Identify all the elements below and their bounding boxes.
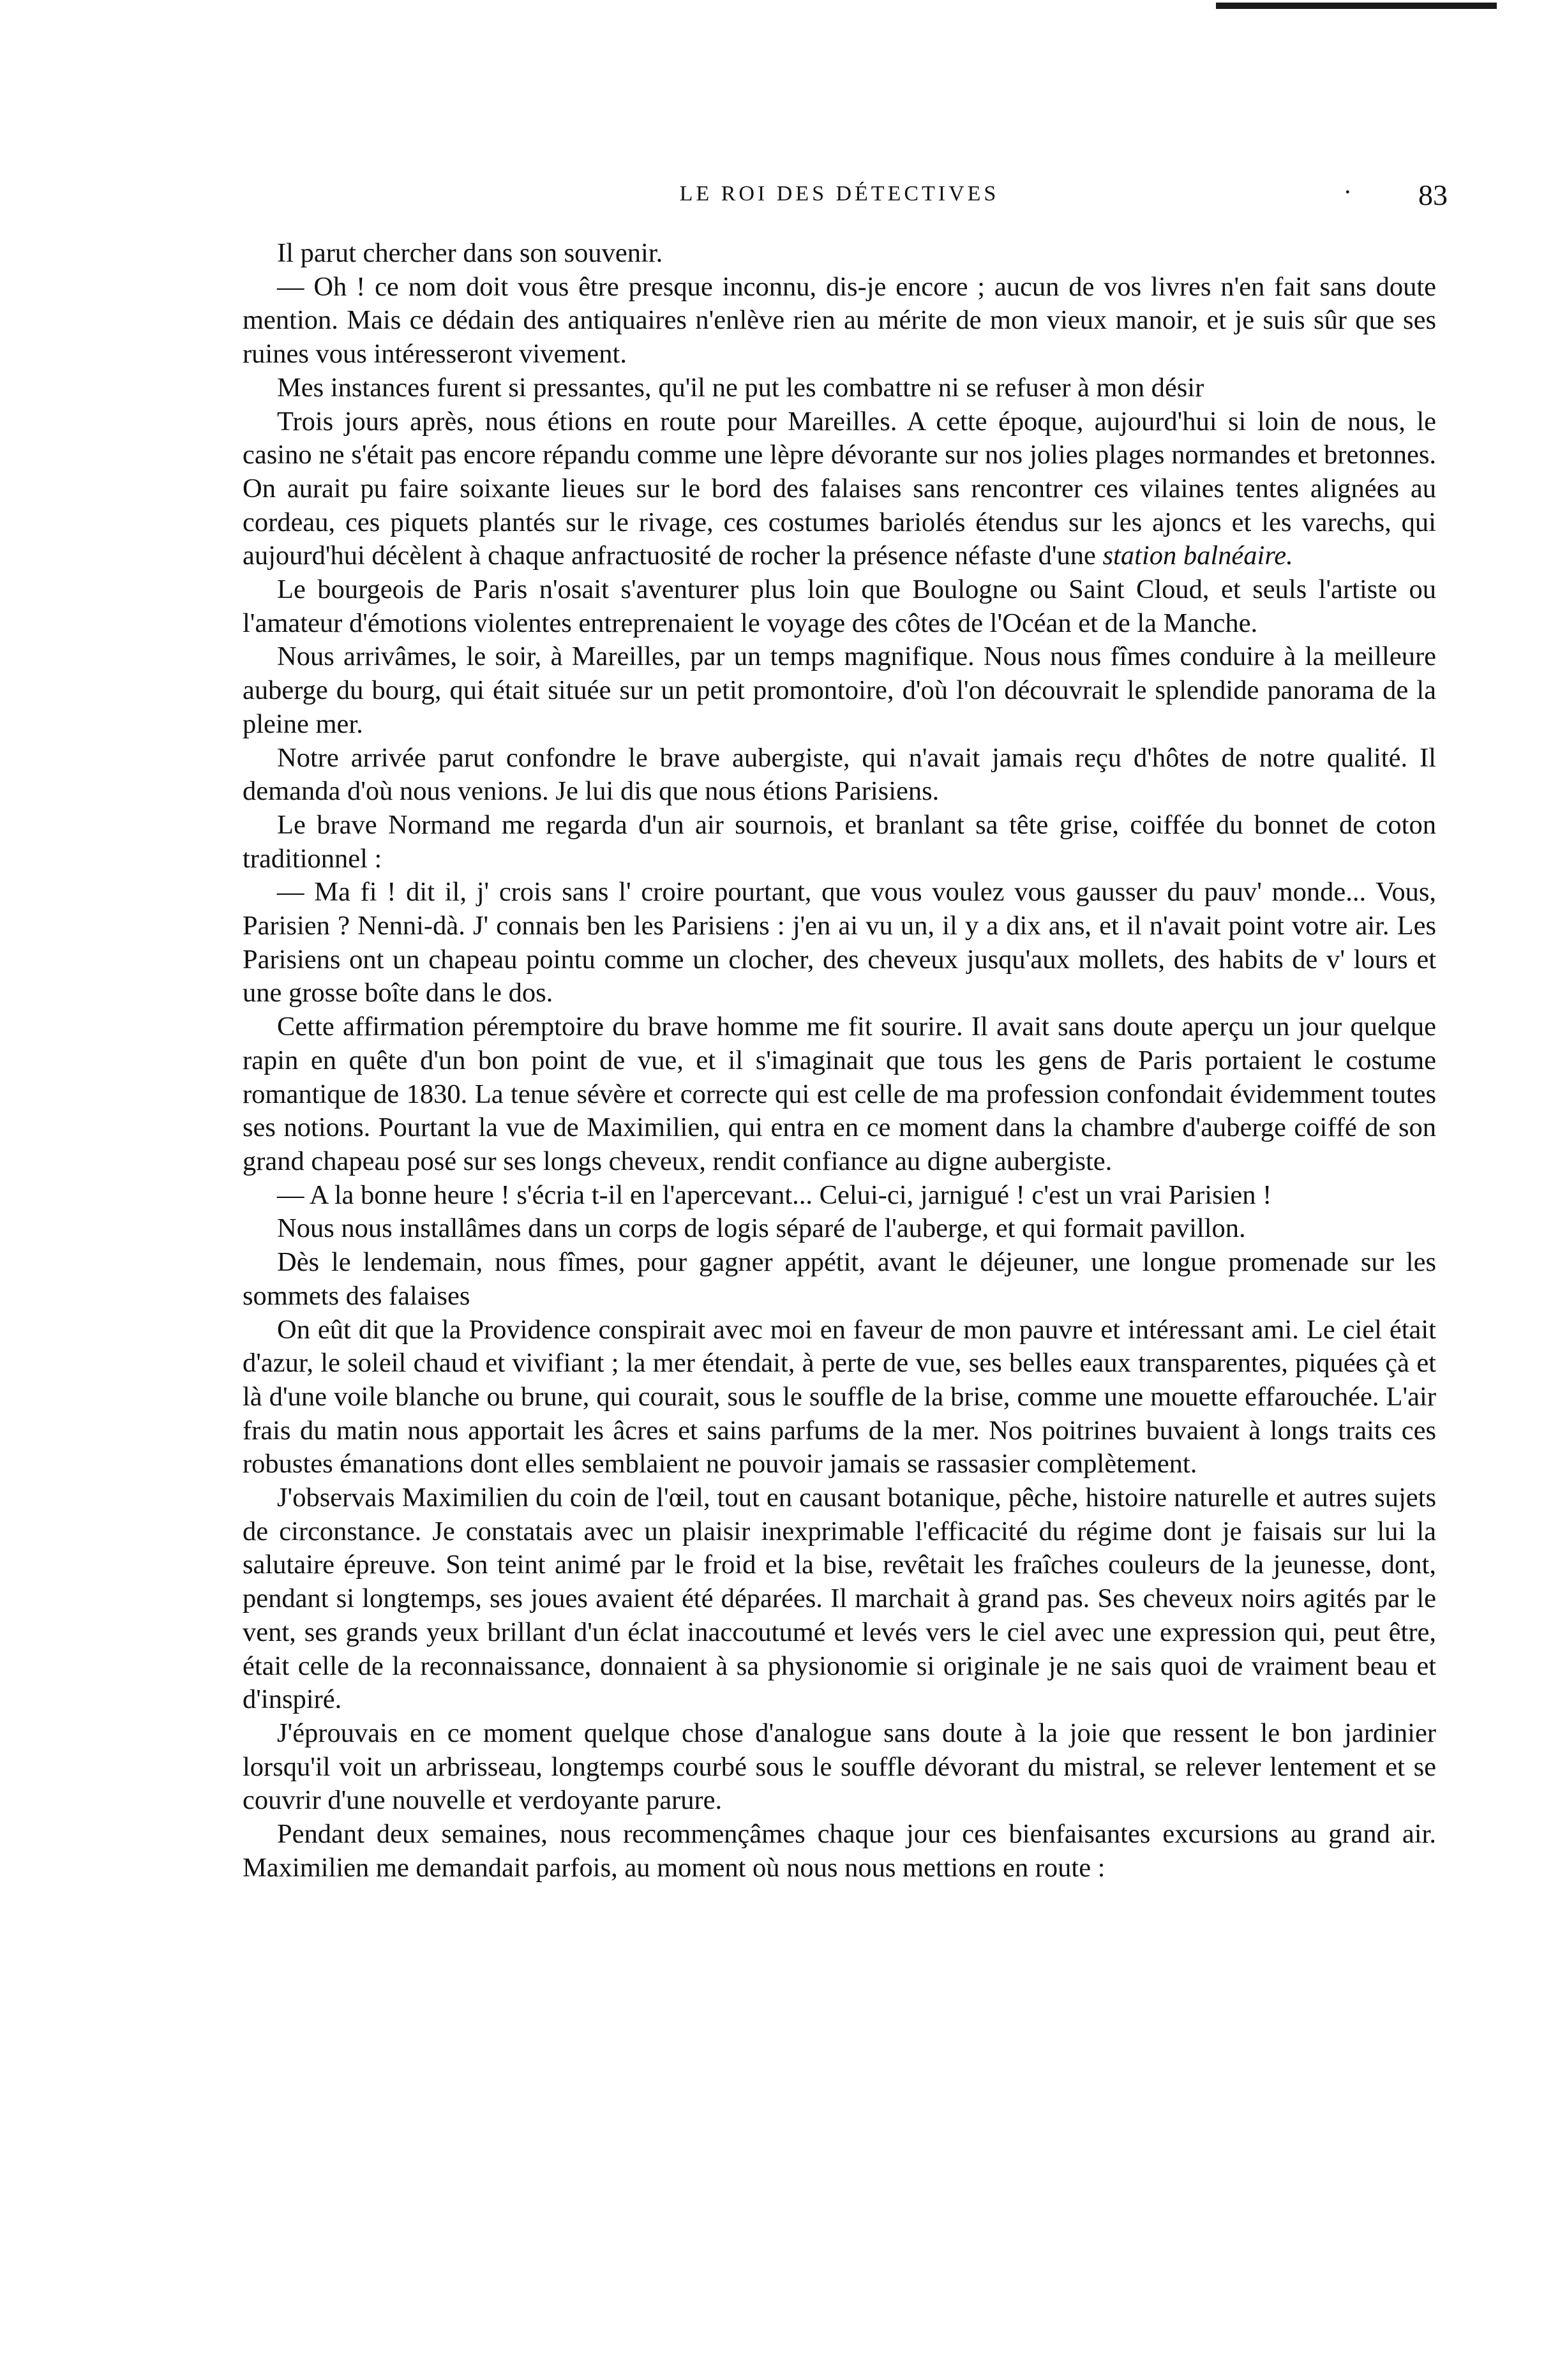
book-page <box>243 177 1448 1885</box>
paragraph: Notre arrivée parut confondre le brave aubergiste, qui n'avait jamais reçu d'hôtes de notre qualité. Il demanda d'où nous venions. Je lui dis que nous étions Parisiens. <box>243 742 1436 807</box>
paragraph: Nous nous installâmes dans un corps de logis séparé de l'auberge, et qui formait pavillon. <box>277 1213 1246 1244</box>
paragraph: Nous arrivâmes, le soir, à Mareilles, par un temps magnifique. Nous nous fîmes conduire à la meilleure auberge du bourg, qui était située sur un petit promontoire, d'où l'on découvrait le splendide panorama de la pleine mer. <box>243 641 1436 739</box>
paragraph: J'observais Maximilien du coin de l'œil, tout en causant botanique, pêche, histoire naturelle et autres sujets de circonstance. Je constatais avec un plaisir inexprimable l'efficacité du régime dont je faisais sur lui la salutaire épreuve. Son teint animé par le froid et la bise, revêtait les fraîches couleurs de la jeunesse, dont, pendant si longtemps, ses joues avaient été déparées. Il marchait à grand pas. Ses cheveux noirs agités par le vent, ses grands yeux brillant d'un éclat inaccoutumé et levés vers le ciel avec une expression qui, peut être, était celle de la reconnaissance, donnaient à sa physionomie si originale je ne sais quoi de vraiment beau et d'inspiré. <box>243 1483 1436 1715</box>
page-number: 83 <box>1418 179 1448 211</box>
paragraph: Pendant deux semaines, nous recommençâmes chaque jour ces bienfaisantes excursions au grand air. Maximilien me demandait parfois, au moment où nous nous mettions en route : <box>243 1819 1436 1883</box>
paragraph-text: Trois jours après, nous étions en route pour Mareilles. A cette époque, aujourd'hui si loin de nous, le casino ne s'était pas encore répandu comme une lèpre dévorante sur nos jolies plages normandes et bretonnes. On aurait pu faire soixante lieues sur le bord des falaises sans rencontrer ces vilaines tentes alignées au cordeau, ces piquets plantés sur le rivage, ces costumes bariolés étendus sur les ajoncs et les varechs, qui aujourd'hui décèlent à chaque anfractuosité de rocher la présence néfaste d'une <box>243 406 1436 571</box>
paragraph: On eût dit que la Providence conspirait avec moi en faveur de mon pauvre et intéressant ami. Le ciel était d'azur, le soleil chaud et vivifiant ; la mer étendait, à perte de vue, ses belles eaux transparentes, piquées çà et là d'une voile blanche ou brune, qui courait, sous le souffle de la brise, comme une mouette effarouchée. L'air frais du matin nous apportait les âcres et sains parfums de la mer. Nos poitrines buvaient à longs traits ces robustes émanations dont elles semblaient ne pouvoir jamais se rassasier complètement. <box>243 1314 1436 1479</box>
running-header <box>243 177 1448 220</box>
paragraph: Le brave Normand me regarda d'un air sournois, et branlant sa tête grise, coiffée du bonnet de coton traditionnel : <box>243 809 1436 874</box>
paragraph: Cette affirmation péremptoire du brave homme me fit sourire. Il avait sans doute aperçu un jour quelque rapin en quête d'un bon point de vue, et il s'imaginait que tous les gens de Paris portaient le costume romantique de 1830. La tenue sévère et correcte qui est celle de ma profession confondait évidemment toutes ses notions. Pourtant la vue de Maximilien, qui entra en ce moment dans la chambre d'auberge coiffé de son grand chapeau posé sur ses longs cheveux, rendit confiance au digne aubergiste. <box>243 1012 1436 1176</box>
italic-phrase: station balnéaire. <box>1102 541 1293 571</box>
running-title: LE ROI DES DÉTECTIVES <box>679 182 1000 206</box>
body-text <box>243 237 1436 1885</box>
paragraph: Il parut chercher dans son souvenir. <box>277 238 663 268</box>
paragraph: — A la bonne heure ! s'écria t-il en l'apercevant... Celui-ci, jarnigué ! c'est un vrai Parisien ! <box>277 1179 1272 1210</box>
paragraph: Le bourgeois de Paris n'osait s'aventurer plus loin que Boulogne ou Saint Cloud, et seuls l'artiste ou l'amateur d'émotions violentes entreprenaient le voyage des côtes de l'Océan et de la Manche. <box>243 574 1436 638</box>
paragraph: J'éprouvais en ce moment quelque chose d'analogue sans doute à la joie que ressent le bon jardinier lorsqu'il voit un arbrisseau, longtemps courbé sous le souffle dévorant du mistral, se relever lentement et se couvrir d'une nouvelle et verdoyante parure. <box>243 1718 1436 1816</box>
stray-mark: · <box>1343 177 1352 206</box>
paragraph: Dès le lendemain, nous fîmes, pour gagner appétit, avant le déjeuner, une longue promenade sur les sommets des falaises <box>243 1247 1436 1311</box>
paragraph: Mes instances furent si pressantes, qu'il ne put les combattre ni se refuser à mon désir <box>277 372 1204 403</box>
paragraph <box>243 405 1436 574</box>
paragraph: — Oh ! ce nom doit vous être presque inconnu, dis-je encore ; aucun de vos livres n'en fait sans doute mention. Mais ce dédain des antiquaires n'enlève rien au mérite de mon vieux manoir, et je suis sûr que ses ruines vous intéresseront vivement. <box>243 271 1436 370</box>
paragraph: — Ma fi ! dit il, j' crois sans l' croire pourtant, que vous voulez vous gausser du pauv' monde... Vous, Parisien ? Nenni-dà. J' connais ben les Parisiens : j'en ai vu un, il y a dix ans, et il n'avait point votre air. Les Parisiens ont un chapeau pointu comme un clocher, des cheveux jusqu'aux mollets, des habits de v' lours et une grosse boîte dans le dos. <box>243 877 1436 1008</box>
top-edge-rule <box>1216 3 1497 9</box>
